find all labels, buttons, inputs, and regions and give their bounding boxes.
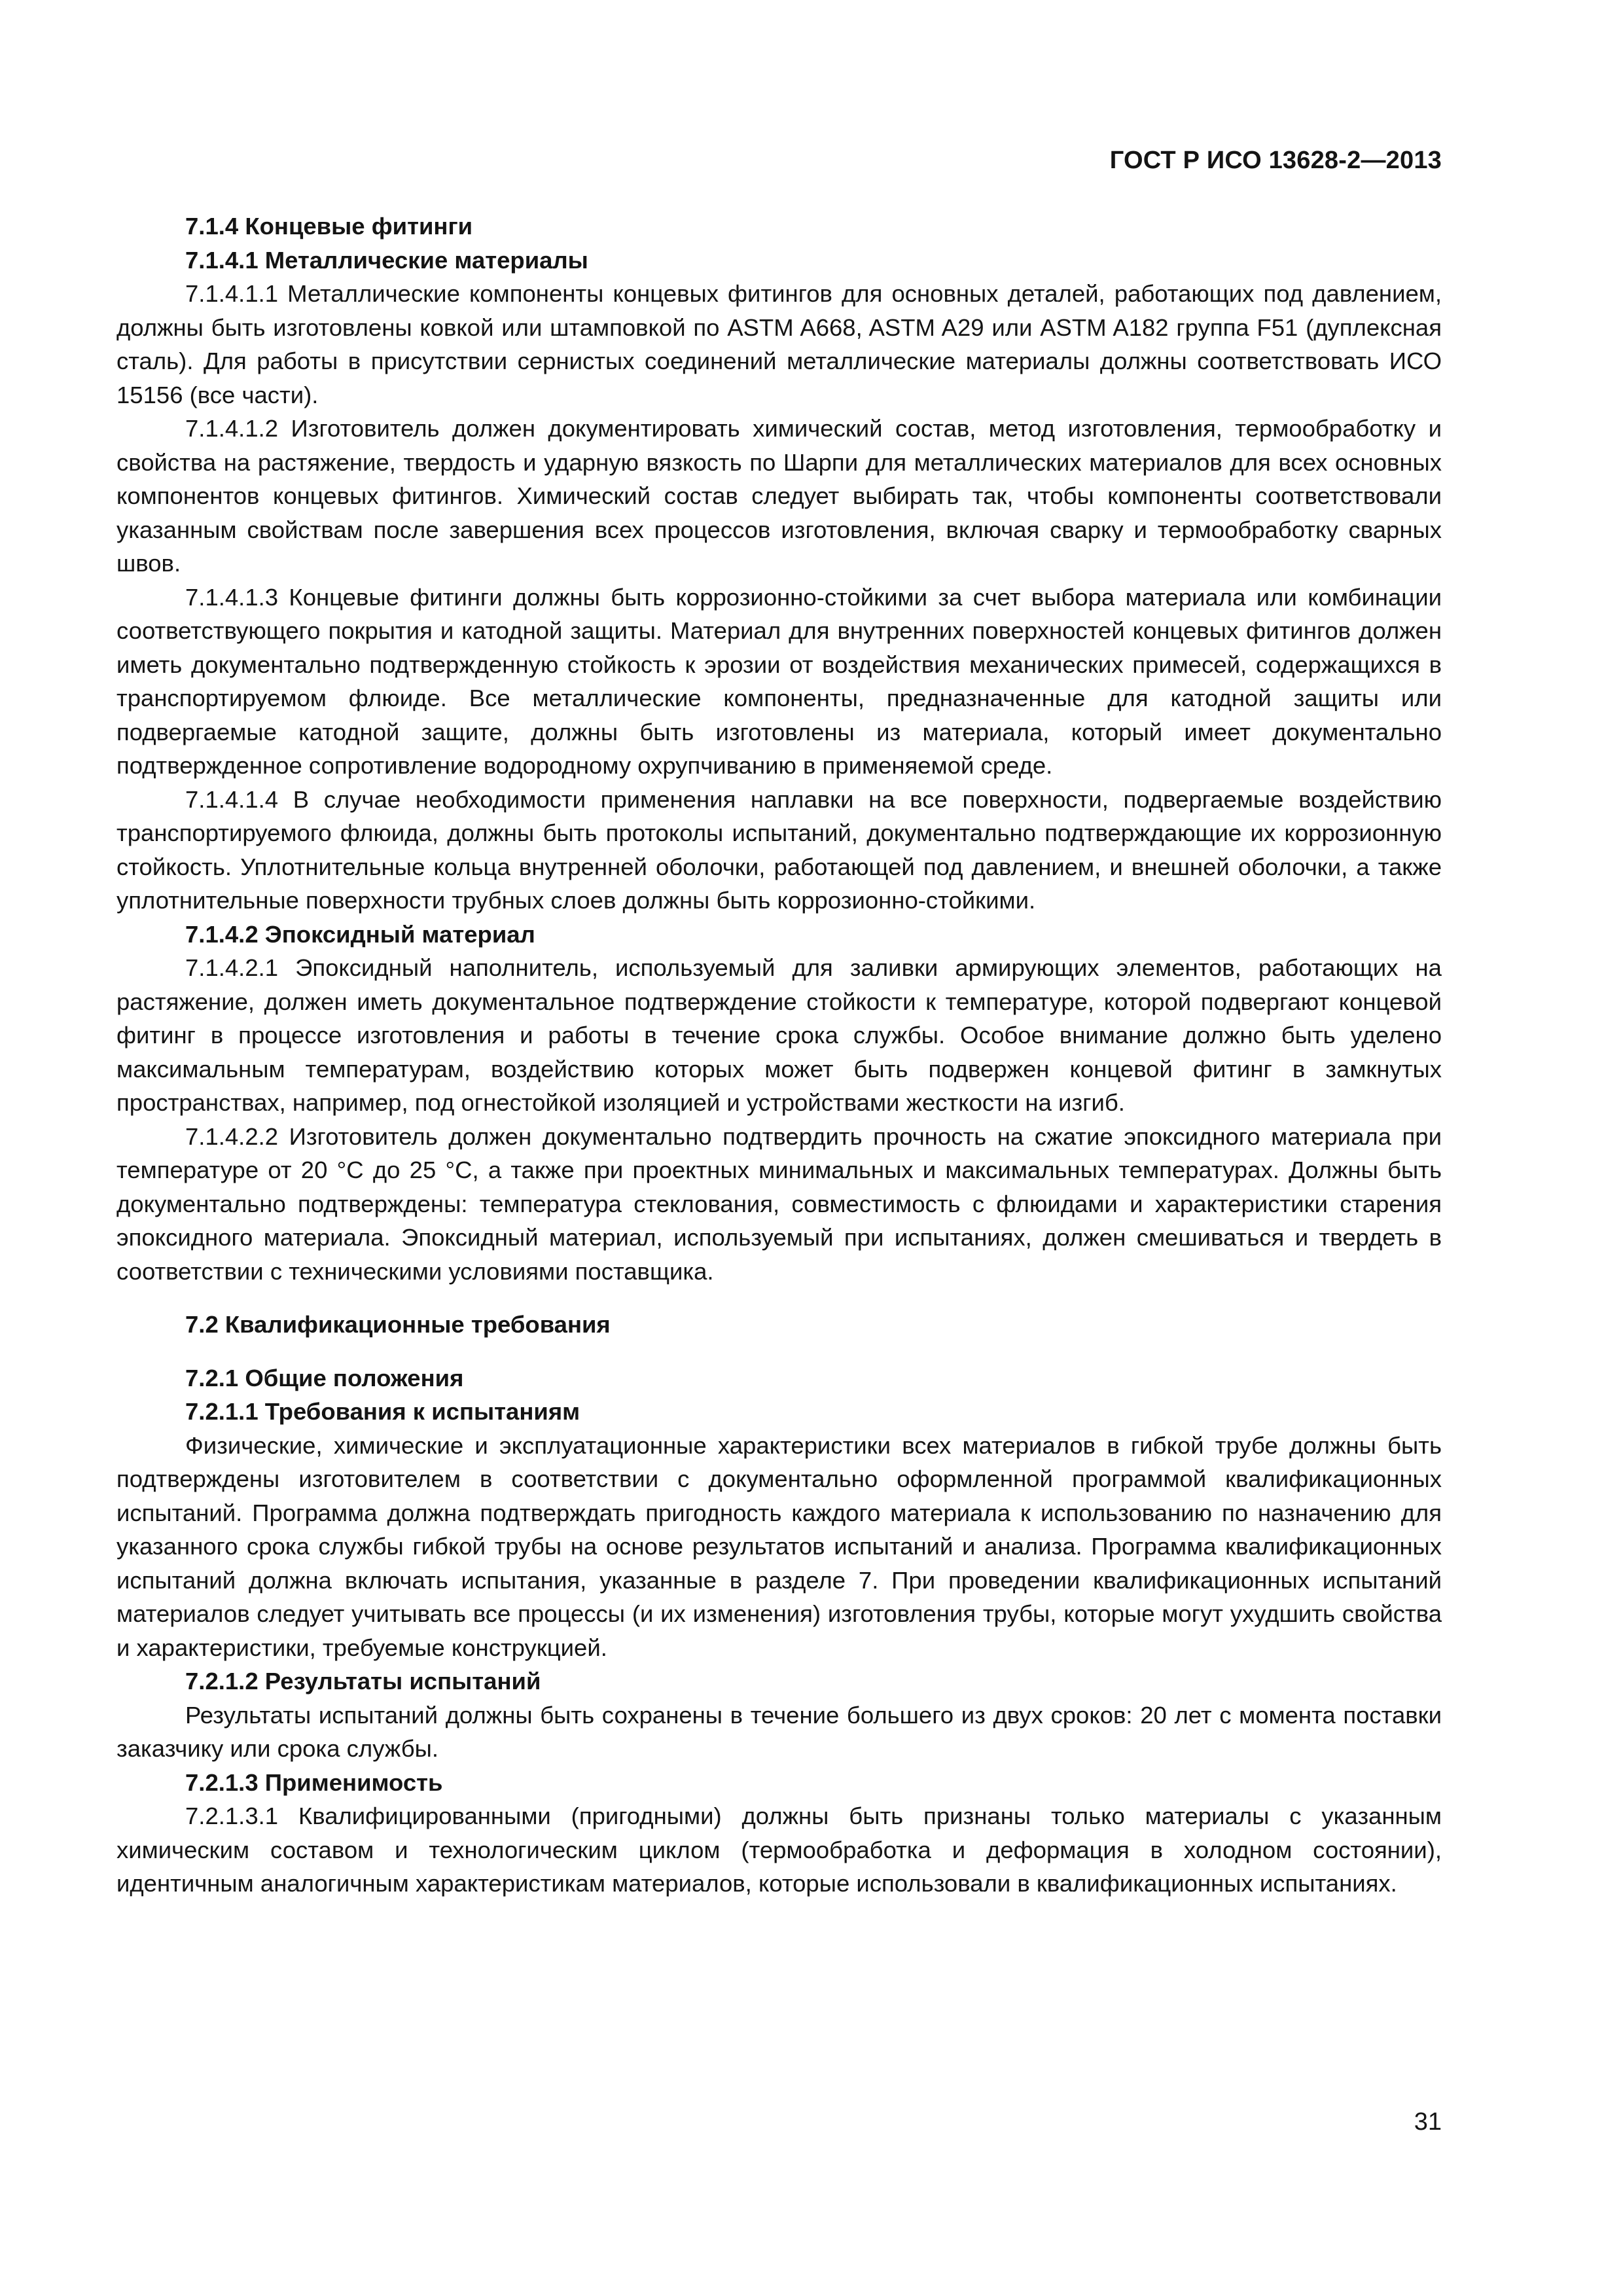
section-heading: 7.2.1.3 Применимость — [185, 1768, 443, 1796]
paragraph: 7.1.4.1.4 В случае необходимости применения наплавки на все поверхности, подвергаемые воздействию транспортируемого флюида, должны быть протоколы испытаний, документально подтверждающие их коррозионную стойкость. Уплотнительные кольца внутренней оболочки, работающей под давлением, и внешней оболочки, а также уплотнительные поверхности трубных слоев должны быть коррозионно-стойкими. — [116, 785, 1442, 914]
section-heading: 7.2.1.2 Результаты испытаний — [185, 1668, 541, 1695]
paragraph: 7.1.4.1.2 Изготовитель должен документировать химический состав, метод изготовления, термообработку и свойства на растяжение, твердость и ударную вязкость по Шарпи для металлических материалов для всех основных компонентов концевых фитингов. Химический состав следует выбирать так, чтобы компоненты соответствовали указанным свойствам после завершения всех процессов изготовления, включая сварку и термообработку сварных швов. — [116, 415, 1442, 577]
document-body — [116, 209, 1442, 1901]
section-heading: 7.2.1 Общие положения — [185, 1364, 464, 1391]
paragraph: Физические, химические и эксплуатационные характеристики всех материалов в гибкой трубе должны быть подтверждены изготовителем в соответствии с документально оформленной программой квалификационных испытаний. Программа должна подтверждать пригодность каждого материала к использованию по назначению для указанного срока службы гибкой трубы на основе результатов испытаний и анализа. Программа квалификационных испытаний должна включать испытания, указанные в разделе 7. При проведении квалификационных испытаний материалов следует учитывать все процессы (и их изменения) изготовления трубы, которые могут ухудшить свойства и характеристики, требуемые конструкцией. — [116, 1431, 1442, 1661]
page-number: 31 — [1414, 2108, 1442, 2136]
paragraph: 7.1.4.1.3 Концевые фитинги должны быть коррозионно-стойкими за счет выбора материала или комбинации соответствующего покрытия и катодной защиты. Материал для внутренних поверхностей концевых фитингов должен иметь документально подтвержденную стойкость к эрозии от воздействия механических примесей, содержащихся в транспортируемом флюиде. Все металлические компоненты, предназначенные для катодной защиты или подвергаемые катодной защите, должны быть изготовлены из материала, который имеет документально подтвержденное сопротивление водородному охрупчиванию в применяемой среде. — [116, 583, 1442, 779]
section-heading: 7.1.4 Концевые фитинги — [185, 213, 473, 240]
paragraph: 7.2.1.3.1 Квалифицированными (пригодными) должны быть признаны только материалы с указанным химическим составом и технологическим циклом (термообработка и деформация в холодном состоянии), идентичным аналогичным характеристикам материалов, которые использовали в квалификационных испытаниях. — [116, 1803, 1442, 1897]
paragraph: Результаты испытаний должны быть сохранены в течение большего из двух сроков: 20 лет с момента поставки заказчику или срока службы. — [116, 1701, 1442, 1762]
section-heading: 7.2 Квалификационные требования — [185, 1311, 611, 1338]
paragraph: 7.1.4.2.1 Эпоксидный наполнитель, используемый для заливки армирующих элементов, работающих на растяжение, должен иметь документальное подтверждение стойкости к температуре, которой подвергают концевой фитинг в процессе изготовления и работы в течение срока службы. Особое внимание должно быть уделено максимальным температурам, воздействию которых может быть подвержен концевой фитинг в замкнутых пространствах, например, под огнестойкой изоляцией и устройствами жесткости на изгиб. — [116, 954, 1442, 1116]
section-heading: 7.2.1.1 Требования к испытаниям — [185, 1398, 580, 1425]
paragraph: 7.1.4.2.2 Изготовитель должен документально подтвердить прочность на сжатие эпоксидного материала при температуре от 20 °С до 25 °С, а также при проектных минимальных и максимальных температурах. Должны быть документально подтверждены: температура стеклования, совместимость с флюидами и характеристики старения эпоксидного материала. Эпоксидный материал, используемый при испытаниях, должен смешиваться и твердеть в соответствии с техническими условиями поставщика. — [116, 1122, 1442, 1285]
section-heading: 7.1.4.2 Эпоксидный материал — [185, 920, 535, 948]
document-code-header: ГОСТ Р ИСО 13628-2—2013 — [1109, 147, 1442, 174]
paragraph: 7.1.4.1.1 Металлические компоненты концевых фитингов для основных деталей, работающих под давлением, должны быть изготовлены ковкой или штамповкой по ASTM A668, ASTM A29 или ASTM A182 группа F51 (дуплексная сталь). Для работы в присутствии сернистых соединений металлические материалы должны соответствовать ИСО 15156 (все части). — [116, 280, 1442, 408]
section-spacer — [116, 1288, 1442, 1308]
section-heading: 7.1.4.1 Металлические материалы — [185, 246, 588, 274]
section-spacer — [116, 1342, 1442, 1361]
